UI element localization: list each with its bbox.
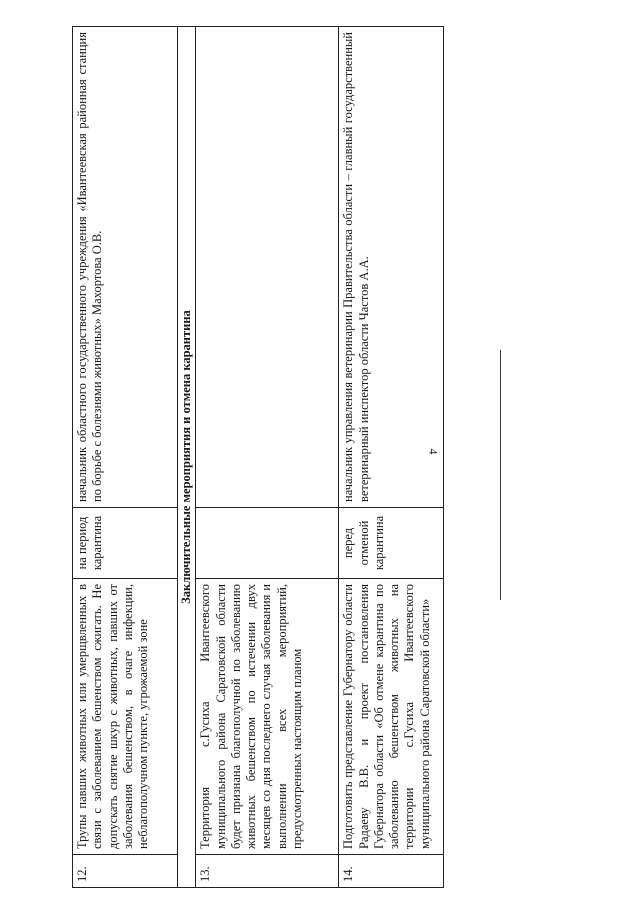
measures-table [72,26,444,888]
measure-text: Подготовить представление Губернатору области Радаеву В.В. и проект постановления Губернатора области «Об отмене карантина по заболеванию бешенством животных на территории с.Гусиха Ивантеевского муниципального района Саратовской области» [339,579,444,855]
table-row [339,27,444,888]
section-header-row [178,27,196,888]
row-number: 13. [196,855,339,888]
term-text: перед отменой карантина [339,508,444,579]
table-row [196,27,339,888]
responsible-text: начальник областного государственного учреждения «Ивантеевская районная станция по борьбе с болезнями животных» Махортова О.В. [73,27,178,508]
table-row [73,27,178,888]
term-text: на период карантина [73,508,178,579]
responsible-text [196,27,339,508]
row-number: 12. [73,855,178,888]
footer-rule [500,350,501,600]
measure-text: Территория с.Гусиха Ивантеевского муниципального района Саратовской области будет признана благополучной по заболеванию животных бешенством по истечении двух месяцев со дня последнего случая заболевания и выполнении всех мероприятий, предусмотренных настоящим планом [196,579,339,855]
row-number: 14. [339,855,444,888]
rotated-table-sheet [72,28,437,888]
responsible-text: начальник управления ветеринарии Правительства области – главный государственный ветеринарный инспектор области Частов А.А. [339,27,444,508]
section-title: Заключительные мероприятия и отмена карантина [178,27,196,888]
measure-text: Трупы павших животных или умерщвленных в связи с заболеванием бешенством сжигать. Не допускать снятие шкур с животных, павших от заболевания бешенством, в очаге инфекции, неблагополучном пункте, угрожаемой зоне [73,579,178,855]
page-number: 4 [426,448,441,455]
term-text [196,508,339,579]
